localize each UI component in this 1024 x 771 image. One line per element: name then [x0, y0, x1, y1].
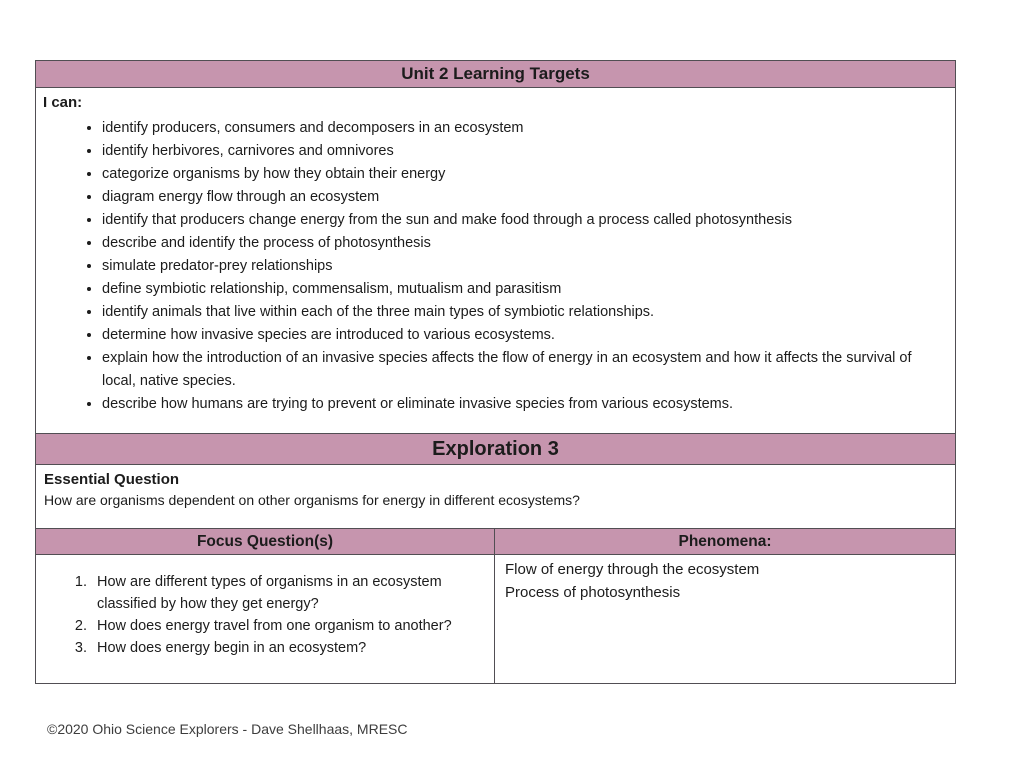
learning-target-item: • identify producers, consumers and decomposers in an ecosystem	[102, 117, 945, 140]
focus-question-item: 3. How does energy begin in an ecosystem?	[91, 637, 494, 659]
copyright-footer: ©2020 Ohio Science Explorers - Dave Shellhaas, MRESC	[47, 721, 408, 737]
learning-target-item: • determine how invasive species are introduced to various ecosystems.	[102, 324, 945, 347]
focus-questions-cell	[36, 555, 494, 683]
unit-header-title: Unit 2 Learning Targets	[401, 64, 590, 83]
unit-header-band	[36, 61, 955, 88]
i-can-label: I can:	[43, 94, 83, 111]
learning-target-item: • identify that producers change energy from the sun and make food through a process called photosynthesis	[102, 209, 945, 232]
learning-target-item: • explain how the introduction of an invasive species affects the flow of energy in an ecosystem and how it affects the survival of local, native species.	[102, 347, 945, 393]
learning-target-item: • describe and identify the process of photosynthesis	[102, 232, 945, 255]
phenomena-item: Process of photosynthesis	[505, 584, 681, 601]
focus-question-item: 1. How are different types of organisms in an ecosystem classified by how they get energy?	[91, 571, 494, 615]
focus-phenomena-body-row	[36, 555, 955, 683]
essential-question-text: How are organisms dependent on other organisms for energy in different ecosystems?	[44, 492, 580, 508]
exploration-header-band	[36, 434, 955, 465]
learning-target-item: • simulate predator-prey relationships	[102, 255, 945, 278]
phenomena-header: Phenomena:	[678, 532, 772, 550]
focus-phenomena-table	[36, 529, 955, 683]
learning-target-item: • categorize organisms by how they obtain their energy	[102, 163, 945, 186]
exploration-header-title: Exploration 3	[432, 437, 559, 460]
essential-question-label: Essential Question	[44, 471, 180, 488]
learning-targets-table	[35, 60, 956, 684]
essential-question-cell	[36, 465, 955, 529]
focus-phenomena-header-row	[36, 529, 955, 555]
learning-target-item: • diagram energy flow through an ecosystem	[102, 186, 945, 209]
learning-target-item: • identify animals that live within each of the three main types of symbiotic relationships.	[102, 301, 945, 324]
learning-targets-list	[43, 117, 945, 416]
learning-target-item: • define symbiotic relationship, commensalism, mutualism and parasitism	[102, 278, 945, 301]
focus-questions-header-cell	[36, 529, 494, 555]
phenomena-header-cell	[494, 529, 955, 555]
focus-question-item: 2. How does energy travel from one organism to another?	[91, 615, 494, 637]
phenomena-cell	[494, 555, 955, 683]
phenomena-item: Flow of energy through the ecosystem	[505, 561, 760, 578]
learning-target-item: • describe how humans are trying to prevent or eliminate invasive species from various ecosystems.	[102, 393, 945, 416]
learning-target-item: • identify herbivores, carnivores and omnivores	[102, 140, 945, 163]
focus-questions-list	[36, 571, 494, 659]
learning-targets-cell	[36, 88, 955, 434]
focus-questions-header: Focus Question(s)	[196, 532, 334, 550]
